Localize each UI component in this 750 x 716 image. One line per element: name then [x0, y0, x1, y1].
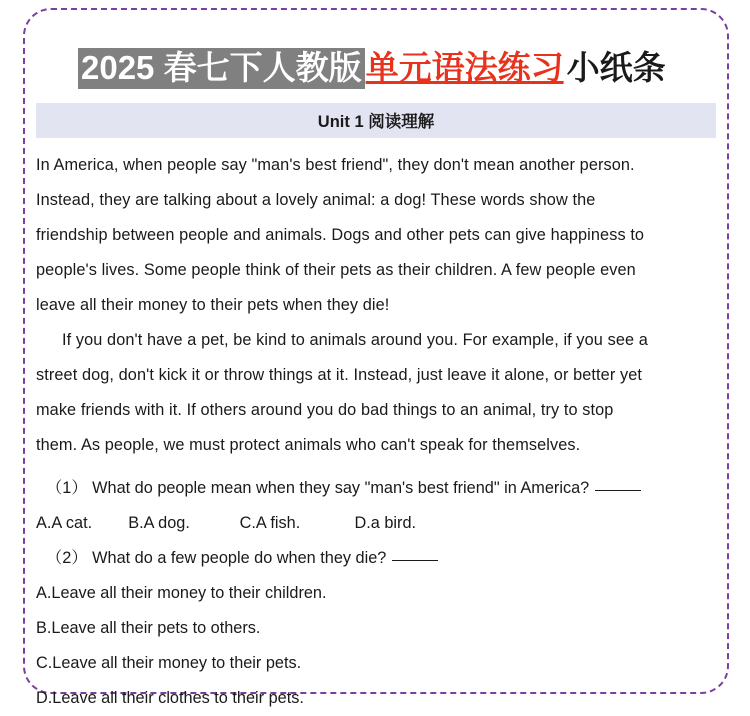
title-segment-accent: 单元语法练习 — [365, 49, 564, 86]
question-1-stem — [36, 471, 718, 506]
title-segment-plain: 小纸条 — [566, 49, 666, 86]
passage-line: If you don't have a pet, be kind to animals around you. For example, if you see a — [62, 331, 648, 350]
question-1-text: What do people mean when they say "man's best friend" in America? — [92, 479, 590, 498]
passage-line: In America, when people say "man's best friend", they don't mean another person. — [36, 156, 635, 175]
question-2-answer-blank[interactable] — [392, 546, 438, 561]
question-2-option-a: A.Leave all their money to their children. — [36, 584, 327, 603]
page-title — [78, 48, 718, 89]
passage-line: them. As people, we must protect animals who can't speak for themselves. — [36, 436, 581, 455]
question-2-option-d: D.Leave all their clothes to their pets. — [36, 689, 304, 708]
passage-line: Instead, they are talking about a lovely animal: a dog! These words show the — [36, 191, 596, 210]
question-2-stem — [36, 541, 718, 576]
reading-passage — [36, 148, 718, 463]
passage-line: leave all their money to their pets when they die! — [36, 296, 390, 315]
question-2-text: What do a few people do when they die? — [92, 549, 387, 568]
question-2-option-b: B.Leave all their pets to others. — [36, 619, 261, 638]
question-2-option-c: C.Leave all their money to their pets. — [36, 654, 302, 673]
unit-heading: Unit 1 阅读理解 — [36, 103, 716, 138]
passage-line: street dog, don't kick it or throw things at it. Instead, just leave it alone, or better yet — [36, 366, 642, 385]
questions-section — [36, 471, 718, 708]
question-1-answer-blank[interactable] — [595, 476, 641, 491]
passage-line: make friends with it. If others around you do bad things to an animal, try to stop — [36, 401, 614, 420]
passage-line: people's lives. Some people think of their pets as their children. A few people even — [36, 261, 636, 280]
document-content — [36, 20, 718, 708]
question-2-number: （2） — [46, 549, 88, 568]
title-segment-highlight: 2025 春七下人教版 — [78, 48, 365, 89]
question-1-options: A.A cat. B.A dog. C.A fish. D.a bird. — [36, 514, 417, 533]
passage-line: friendship between people and animals. Dogs and other pets can give happiness to — [36, 226, 645, 245]
question-1-number: （1） — [46, 479, 88, 498]
